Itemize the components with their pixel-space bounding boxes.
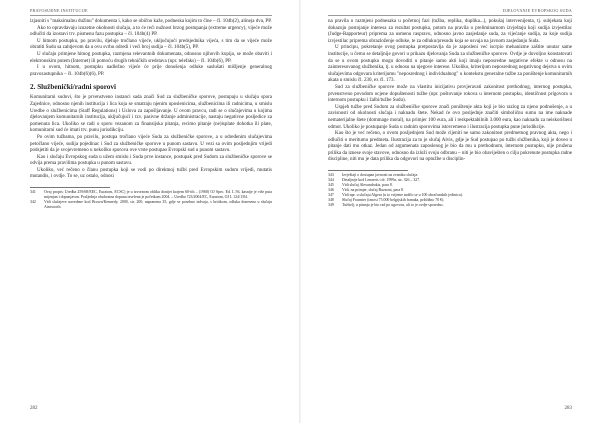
footnote-text: Detaljnije kod Lenaerts i dr. 1999a, str. 326 – 327. [342, 178, 421, 183]
paragraph: Po ovim tužbama, po pravilu, postupa tročlano vijeće Suda za službeničke sporove, a u određenim slučajevima petočlano vijeće, sudija pojedinac i Sud za službeničke sporove u punom sastavu. U vezi sa ovim posljednjim vrijedi podsjetiti da je svojevremeno u nekoliko sporova ove vrste postupao Evropski sud u punom sastavu. [30, 134, 272, 154]
section-heading: 2. Službenički/radni sporovi [30, 83, 116, 92]
paragraph: Kao što je već rečeno, o ovom posljednjem Sud može ciјeniti ne samo zakonitost predmetnog pravnog akta, nego i odlučiti o meritumu predmeta. Ilustracija za to je slučaj Alvis, gdje je Sud postupao po tužbi službenika, koji je doveo u pitanje dati mu otkaz. Jedan od argumenata zaposlenog je bio da mu u prethodnom, internom postupku, nije pružena prilika da iznese svoje stavove, odnosno da izloži svoju odbranu – niti je bio obaviješten o cilju pokrenute postupka radne discipline, niti mu je data prilika da odgovori na optužbe u disciplin- [328, 131, 572, 163]
footnote-number: 345 [328, 183, 334, 188]
running-head-right: DJELOVANJE EVROPSKOG SUDA [502, 8, 572, 13]
footnote-number: 347 [328, 193, 334, 198]
paragraph: Kao i slučaju Evropskog suda u užem smislu i Suda prve instance, postupak pred Sudom za službeničke sporove se odvija prema pravilima postupka u punom sastavu. [30, 154, 272, 167]
paragraph: I u ovom, hitnom, postupku nadležno vijeće će prije donošenja odluke saslušati mišljenje generalnog pravozastupnika – čl. 104b(6)(6), PP. [30, 65, 272, 77]
footnote-number: 349 [328, 203, 334, 208]
footnote-text: Vidi slučajeve navedene kod Brown/Kennedy, 2000, str. 200, napomena 35, gdje se posebno izdvaja, s kritikom, odluka donesena u slučaju Ainsworth. [44, 200, 272, 210]
right-page [300, 0, 600, 423]
paragraph: na pravila o razmjeni podnesaka u početnoj fazi (tužba, replika, duplika...), pokušaj intervenijenta, tj. subjekata koji dokazuju postojanje interesa za rezultat postupka, potom na pravila o preliminarnom izvještaju koji sudija izvjestilac (Judge-Rapporteur) priprema za usmenu raspravu, odnosno javno zasjedanje suda, za vijećanje sudija, za koje sudija izvjestilac priprema obrazloženje odluke, te za odluku/presudu koja se usvaja na javnom zasjedanju Suda. [328, 19, 572, 44]
footnote-number: 343 [328, 173, 334, 178]
paragraph: U principu, pokretanje ovog postupka pretpostavlja da je zaposleni već iscrpio mehanizme zaštite unutar same institucije, u čemu se detaljnije govori u prikazu djelovanja Suda za službeničke sporove. Ovdje je dovoljno konstatovati da se u ovom postupku mogu dovoditi u pitanje samo akti koji imaju neposredne negativne efekte u odnosu na zainteresovanog službenika, tj. u odnosu na njegove interese. Ukoliko, kriterijum neposrednog negativnog dejstva u ovim slučajevima odgovara kriterijumu "neposrednog i individualnog" u kontekstu generalne tužbe za poništenje komunitarnih akata u smislu čl. 230, ex čl. 173. [328, 45, 572, 84]
header-rule-right [328, 15, 572, 16]
page-number-left: 282 [30, 406, 38, 411]
left-text-column [30, 19, 272, 210]
footnote-text: Izvještaji o dostupan javnosti na zvaniku slučaja. [342, 173, 419, 178]
footnote-number: 344 [328, 178, 334, 183]
right-text-column [328, 19, 572, 208]
footnote-text: Slučaj Fournier (iznosi 75.000 belgijskih franaka, približno 70 €). [342, 198, 445, 203]
paragraph: Komunitarni sudovi, što je prvenstveno instanci sada znači Sud za službeničke sporove, postupaju u slučaju spora Zajednice, odnosno njenih institucija i lica koja se smatraju njenim uposlenicima, službenicima ili radnicima, u smislu Uredbe o službenicima (Staff Regulations) i Uslova za zapošljavanje. U ovom pravcu, radi se o slučajevima u kojima djelovanjem komunitarnih institucija, uključujući i tzv. pasivne držanje administracije, nastaju negativne posljedice za pomenuta lica. Ukoliko se radi o sporu vezanom za finansijska pitanja, recimo pitanje (ne)isplate dohotka ili plate, komunitarni sud će imati trv. punu jurisdikciju. [30, 95, 272, 134]
footnote-number: 346 [328, 188, 334, 193]
running-head-left: PRAVOSUĐNE INSTITUCIJE [30, 8, 88, 13]
paragraph: U slučaju primjene hitnog postupka, razmjena relevantnih dokumenata, odnosno njihovih kopija, se može obaviti i elektronskim putem (Internet) ili pomoću drugih tehničkih sredstava (npr. telefaks) – čl. 104b(6), PP. [30, 51, 272, 64]
footnote-number: 341 [30, 190, 36, 195]
footnote [30, 200, 272, 210]
paragraph: Ako to opravdavaju izuzetne okolnosti slučaja, a to će reći nužnost brzog postupanja (extreme urgency), vijeće može odlučiti da izostavi trv. pismenu fazu postupka – čl. 104b(4) PP. [30, 25, 272, 38]
footnote-text: Vidi slučaj Alexandrakis, para 8. [342, 183, 393, 188]
paragraph: izjasniti s "maksimalnu dužinu" dokumenta i, kako se obično kaže, podneska kojim to čine – čl. 104b(2), alineja dva, PP. [30, 19, 272, 24]
footnote-text: Tužitelj, u pitanju je bio rad po ugovoru, ali to je ovdje sporedno. [342, 203, 444, 208]
paragraph: Ukoliko, već rečeno o članu postupka koji se vodi po direktnoj tužbi pred Evropskim sudom vrijedi, mutatis mutandis, i ovdje. To se, uz ostalo, odnosi [30, 167, 272, 180]
footnote-rule [30, 187, 110, 188]
footnote-number: 342 [30, 200, 36, 205]
paragraph: Uspjeh tužbe pred Sudom za službeničke sporove znači poništenje akta koji je bio razlog za njeno podnošenje, a u zavisnosti od okolnosti slučaja i naknadu štete. Nekad će ovo posljednje značiti simboličnu sumu na ime naknade nematerijalne štete (dommage moral), na primjer 100 eura, ali i reskpektabilnih 3.000 eura, kao naknadu za neiskorišteni odmor. Ukoliko je postupanje Suda u radnim sporovima istovremeno i ilustracija postupka pune jurisdikcije. [328, 104, 572, 130]
footnote-text: Ovaj propis: Uredba 259/68/EEC, Euratom, ECSC) je u izvornom obliku donijet krajem 60-tih – (1968) OJ Spec. Ed. L 56, kasnije je više puta mijenjan i dopunjavan. Posljednja obuhvatna dopuna izvršena je početkom 2004. – Uredba 723/2004/EC, Euratom, OJ L 124/1/04. [44, 190, 272, 200]
paragraph: Sud za službeničke sporove može na vlastitu inicijativu provjeravati zakonitost prethodnog, internog postupka, prvenstveno povodom ocjene dopuštenosti tužbe (npr. poštovanje rokova u internom postupku, identičnost prigovora u internom postupku i žalbi/tužbe Sudu). [328, 84, 572, 104]
footnote-number: 348 [328, 198, 334, 203]
footnote [30, 190, 272, 200]
footnote [328, 203, 572, 208]
footnote-rule [328, 170, 408, 171]
paragraph: U hitnom postupku, po pravilu, djeluje tročlano vijeće, uključujući predsjednika vijeća, s tim da se vijeće može obratiti Sudu sa zahtjevom da u ovu svrhu odredi i veći broj sudija – čl. 104b(5), PP. [30, 38, 272, 51]
footnote-text: Vidi, na primjer, slučaj Buzzoni, para 8. [342, 188, 405, 193]
footnote-text: Vidi npr. u slučaju Algera (u to vrijeme sudilo se u 100 obračunskih jedinica). [342, 193, 463, 198]
header-rule-left [30, 15, 272, 16]
page-number-right: 283 [564, 406, 572, 411]
